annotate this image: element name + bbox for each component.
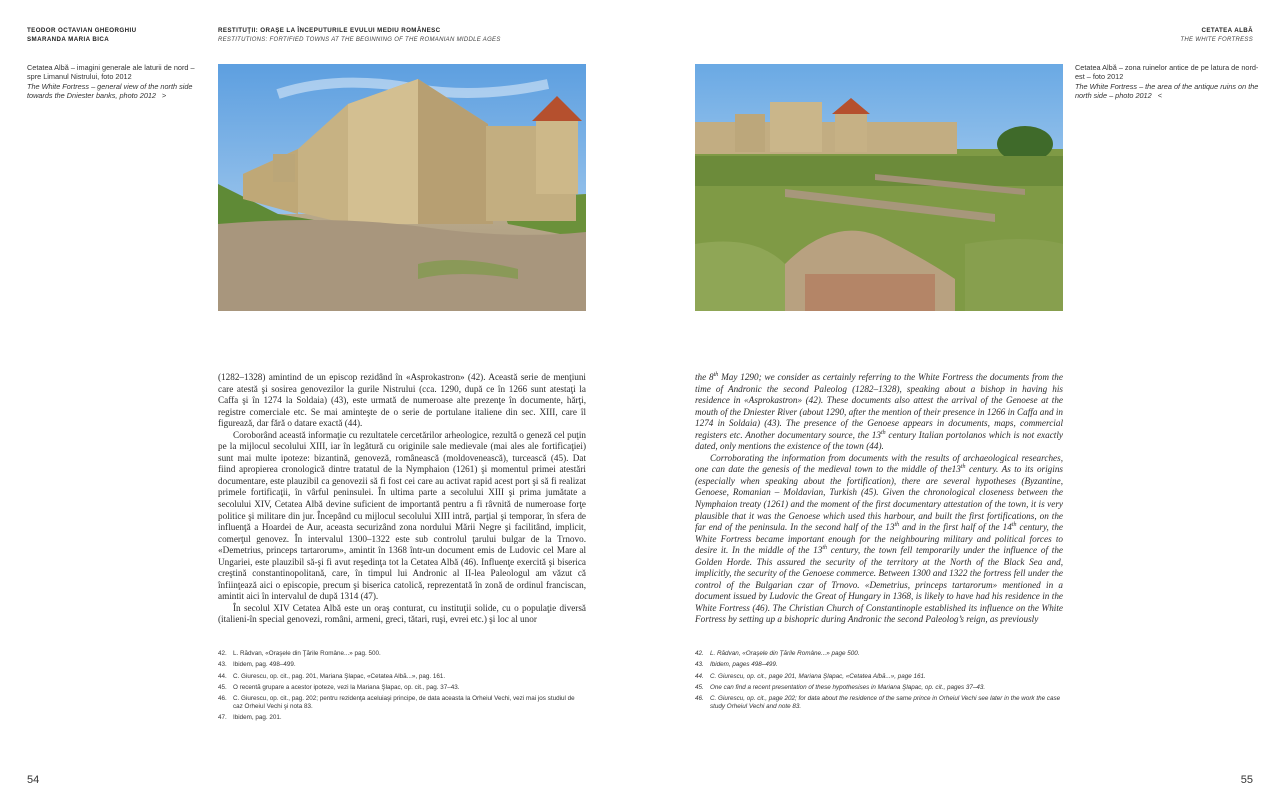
running-header-authors — [27, 27, 136, 44]
caption-ro: Cetatea Albă – imagini generale ale laturii de nord – spre Limanul Nistrului, foto 2012 — [27, 63, 195, 82]
footnote: 46. C. Giurescu, op. cit., page 202; for data about the residence of the same prince in Orheiul Vechi see later in the work the case study Orheiul Vechi and note 83. — [695, 695, 1061, 711]
footnote: 44. C. Giurescu, op. cit., page 201, Mariana Şlapac, «Cetatea Albă...», page 161. — [695, 672, 926, 680]
chevron-right-icon: > — [162, 90, 167, 100]
chevron-left-icon: < — [1157, 90, 1162, 100]
photo-caption-right — [1075, 63, 1260, 100]
photo-caption-left — [27, 63, 207, 100]
footnote: 44. C. Giurescu, op. cit., pag. 201, Mariana Şlapac, «Cetatea Albă...», pag. 161. — [218, 672, 446, 680]
caption-ro: Cetatea Albă – zona ruinelor antice de pe latura de nord-est – foto 2012 — [1075, 63, 1259, 82]
caption-en: The White Fortress – general view of the north side towards the Dniester banks, photo 2012 > — [27, 81, 193, 100]
author-name: TEODOR OCTAVIAN GHEORGHIU — [27, 27, 137, 34]
page-number-left: 54 — [27, 774, 40, 786]
paragraph: În secolul XIV Cetatea Albă este un oraş conturat, cu instituţii solide, cu o populaţie diversă (italieni-în special genovezi, români, armeni, greci, tătari, ruşi, evrei etc.) şi loc al unor — [218, 602, 586, 625]
footnotes-romanian — [218, 650, 586, 726]
section-title-ro: CETATEA ALBĂ — [1201, 27, 1253, 34]
section-title-en: THE WHITE FORTRESS — [1180, 36, 1253, 43]
running-header-section — [1180, 27, 1253, 44]
paragraph: (1282–1328) amintind de un episcop rezidând în «Asprokastron» (42). Această serie de menţiuni care atestă şi sosirea genovezilor la gurile Nistrului (cca. 1290, după ce în 1266 sunt atestaţi la Caffa şi în 1274 la Soldaia) (43), este urmată de numeroase alte prezenţe în documente, hărţi, registre comerciale etc. Se mai aminteşte de o serie de portulane italiene din sec. XIII, care îl figurează, dar fără o datare exactă (44). — [218, 372, 586, 429]
footnotes-english — [695, 650, 1063, 714]
author-name: SMARANDA MARIA BICA — [27, 35, 110, 43]
photo-antique-ruins — [695, 64, 1063, 311]
footnote: 43. Ibidem, pag. 498–499. — [218, 661, 296, 669]
page-number-right: 55 — [1240, 774, 1253, 786]
footnote: 43. Ibidem, pages 498–499. — [695, 661, 778, 669]
running-header-book-title — [218, 27, 501, 44]
caption-en: The White Fortress – the area of the antique ruins on the north side – photo 2012 < — [1075, 81, 1259, 100]
body-text-english — [695, 372, 1063, 626]
footnote: 47. Ibidem, pag. 201. — [218, 714, 282, 722]
footnote: 42. L. Rădvan, «Oraşele din Ţările Române...» page 500. — [695, 650, 860, 657]
body-text-romanian — [218, 372, 586, 626]
paragraph: Corroborating the information from documents with the results of archaeological researches, one can date the genesis of the medieval town to the middle of the13th century. As to its origins (especially when speaking about the fortification), there are several hypotheses (Byzantine, Genoese, Romanian – Moldavian, Turkish (45). Given the chronological closeness between the Nymphaion treaty (1261) and the moment of the first documentary attestation of the town, it is very plausible that it was the Genoese which used this harbour, and built the first fortifications, on the far end of the peninsula. In the second half of the 13th and in the first half of the 14th century, the White Fortress became important enough for the neighbouring military and political forces to desire it. In the middle of the 13th century, the town fell temporarily under the influence of the Golden Horde. This assured the security of the territory at the North of the Black Sea and, implicitly, the security of the Genoese commerce. Between 1300 and 1322 the fortress fell under the control of the Bulgarian czar of Trnovo. «Demetrius, princeps tartarorum» mentioned in a document issued by Ludovic the Great of Hungary in 1368, is likely to have had his residence in the White Fortress (46). The Christian Church of Constantinople established its influence on the White Fortress by setting up a bishopric during Andronic the second Paleolog’s reign, as previously — [695, 452, 1064, 625]
footnote: 46. C. Giurescu, op. cit., pag. 202; pentru rezidenţa aceluiaşi principe, de data aceasta la Orheiul Vechi, vezi mai jos studiul de caz Orheiul Vechi şi nota 83. — [218, 695, 575, 711]
paragraph: Coroborând această informaţie cu rezultatele cercetărilor arheologice, rezultă o geneză cel puţin pe la mijlocul secolului XIII, iar în legătură cu originile sale medievale (mai ales ale fortificaţiei) sunt mai multe ipoteze: bizantină, genoveză, românească (moldovenească), turcească (45). Dat fiind apropierea cronologică dintre tratatul de la Nymphaion (1261) şi momentul primei atestări documentare, este plauzibil ca genovezii să fi fost cei care au activat rapid acest port şi să fi realizat primele fortificaţii, în vârful peninsulei. În ultima parte a secolului XIII şi prima jumătate a secolului XIV, Cetatea Albă devine suficient de importantă pentru a fi râvnită de numeroase forţe politice şi militare din jur. Începând cu mijlocul secolului XIII intră, parţial şi temporar, în sfera de influenţă a Hoardei de Aur, aceasta securizând zona nordului Mării Negre şi facilitând, implicit, comerţul genovez. În intervalul 1300–1322 este sub controlul ţarului bulgar de la Trnovo. «Demetrius, princeps tartarorum», amintit în 1368 într-un document emis de Ludovic cel Mare al Ungariei, este plauzibil să-şi fi avut reşedinţa tot la Cetatea Albă (46). Influenţe exercită şi biserica creştină constantinopolitană, care, în timpul lui Andronic al II-lea Paleologul am văzut că înfiinţează aici o episcopie, precum şi biserica catolică, reprezentată în zonă de ordinul franciscan, amintit aici în intervalul de după 1314 (47). — [218, 429, 586, 602]
photo-fortress-north-wall — [218, 64, 586, 311]
footnote: 45. O recentă grupare a acestor ipoteze, vezi la Mariana Şlapac, op. cit., pag. 37–43. — [218, 683, 460, 691]
book-title-en: RESTITUTIONS: FORTIFIED TOWNS AT THE BEGINNING OF THE ROMANIAN MIDDLE AGES — [218, 36, 501, 43]
footnote: 45. One can find a recent presentation of these hypothesises in Mariana Şlapac, op. cit., pages 37–43. — [695, 683, 986, 691]
paragraph: the 8th May 1290; we consider as certainly referring to the White Fortress the documents from the time of Andronic the second Paleolog (1282–1328), speaking about a bishop in having his residence in «Asprokastron» (42). These documents also attest the arrival of the Genoese at the mouth of the Dniester River (about 1290, after the mention of their presence in 1266 in Caffa and in 1274 in Soldaia) (43). The presence of the Genoese appears in documents, maps, commercial registers etc. Another documentary source, the 13th century Italian portolanos which is not exactly dated, only mentions the existence of the town (44). — [695, 371, 1063, 452]
book-title-ro: RESTITUŢII: ORAŞE LA ÎNCEPUTURILE EVULUI MEDIU ROMÂNESC — [218, 27, 441, 34]
footnote: 42. L. Rădvan, «Oraşele din Ţările Române...» pag. 500. — [218, 650, 381, 657]
